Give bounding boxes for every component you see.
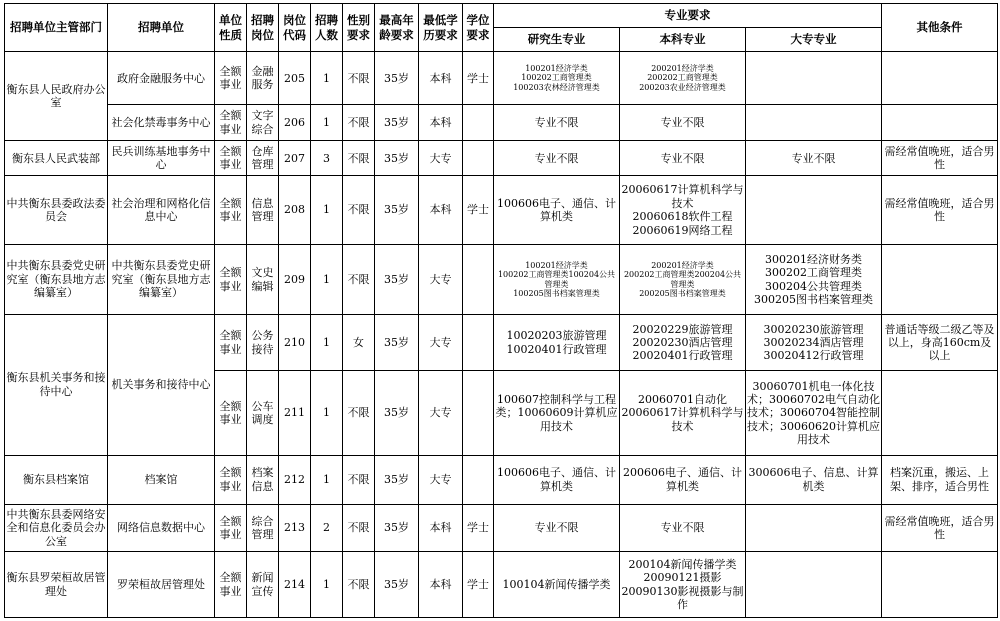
nature-cell: 全额事业 [215, 314, 247, 370]
code-cell: 212 [279, 455, 311, 504]
code-cell: 207 [279, 141, 311, 176]
other-cell: 档案沉重，搬运、上架、排序，适合男性 [882, 455, 998, 504]
degree-cell: 学士 [463, 552, 494, 618]
age-cell: 35岁 [375, 176, 419, 245]
header-gender: 性别要求 [343, 4, 375, 52]
age-cell: 35岁 [375, 504, 419, 551]
bach-major-cell: 200104新闻传播学类 20090121摄影 20090130影视摄影与制作 [620, 552, 746, 618]
other-cell [882, 552, 998, 618]
count-cell: 1 [311, 245, 343, 315]
count-cell: 1 [311, 176, 343, 245]
degree-cell [463, 314, 494, 370]
header-post: 招聘岗位 [247, 4, 279, 52]
age-cell: 35岁 [375, 105, 419, 141]
degree-cell [463, 141, 494, 176]
post-cell: 信息管理 [247, 176, 279, 245]
unit-cell: 社会化禁毒事务中心 [108, 105, 215, 141]
gender-cell: 不限 [343, 455, 375, 504]
other-cell [882, 105, 998, 141]
count-cell: 1 [311, 52, 343, 105]
grad-major-cell: 100201经济学类 100202工商管理类100204公共管理类 100205图书档案管理类 [494, 245, 620, 315]
grad-major-cell: 100606电子、通信、计算机类 [494, 176, 620, 245]
nature-cell: 全额事业 [215, 455, 247, 504]
count-cell: 1 [311, 455, 343, 504]
jc-major-cell [746, 52, 882, 105]
age-cell: 35岁 [375, 314, 419, 370]
table-row [5, 455, 998, 504]
edu-cell: 本科 [419, 504, 463, 551]
bach-major-cell: 专业不限 [620, 141, 746, 176]
post-cell: 新闻宣传 [247, 552, 279, 618]
nature-cell: 全额事业 [215, 105, 247, 141]
edu-cell: 大专 [419, 245, 463, 315]
recruitment-table [4, 3, 998, 618]
count-cell: 3 [311, 141, 343, 176]
unit-cell: 机关事务和接待中心 [108, 314, 215, 455]
age-cell: 35岁 [375, 455, 419, 504]
edu-cell: 大专 [419, 455, 463, 504]
unit-cell: 民兵训练基地事务中心 [108, 141, 215, 176]
table-row [5, 105, 998, 141]
unit-cell: 网络信息数据中心 [108, 504, 215, 551]
jc-major-cell: 专业不限 [746, 141, 882, 176]
dept-cell: 衡东县人民武装部 [5, 141, 108, 176]
grad-major-cell: 专业不限 [494, 141, 620, 176]
post-cell: 仓库管理 [247, 141, 279, 176]
degree-cell [463, 245, 494, 315]
count-cell: 1 [311, 552, 343, 618]
edu-cell: 本科 [419, 52, 463, 105]
post-cell: 综合管理 [247, 504, 279, 551]
nature-cell: 全额事业 [215, 245, 247, 315]
edu-cell: 本科 [419, 176, 463, 245]
nature-cell: 全额事业 [215, 371, 247, 455]
gender-cell: 不限 [343, 141, 375, 176]
edu-cell: 大专 [419, 371, 463, 455]
jc-major-cell: 300606电子、信息、计算机类 [746, 455, 882, 504]
jc-major-cell [746, 176, 882, 245]
gender-cell: 不限 [343, 371, 375, 455]
degree-cell [463, 455, 494, 504]
header-nature: 单位性质 [215, 4, 247, 52]
other-cell: 普通话等级二级乙等及以上，身高160cm及以上 [882, 314, 998, 370]
post-cell: 公车调度 [247, 371, 279, 455]
table-row [5, 552, 998, 618]
other-cell [882, 245, 998, 315]
grad-major-cell: 专业不限 [494, 105, 620, 141]
dept-cell: 衡东县档案馆 [5, 455, 108, 504]
code-cell: 214 [279, 552, 311, 618]
code-cell: 205 [279, 52, 311, 105]
unit-cell: 档案馆 [108, 455, 215, 504]
gender-cell: 不限 [343, 52, 375, 105]
unit-cell: 罗荣桓故居管理处 [108, 552, 215, 618]
bach-major-cell: 专业不限 [620, 105, 746, 141]
dept-cell: 中共衡东县委党史研究室（衡东县地方志编纂室） [5, 245, 108, 315]
gender-cell: 不限 [343, 176, 375, 245]
bach-major-cell: 200201经济学类 200202工商管理类 200203农业经济管理类 [620, 52, 746, 105]
post-cell: 文字综合 [247, 105, 279, 141]
degree-cell: 学士 [463, 52, 494, 105]
nature-cell: 全额事业 [215, 176, 247, 245]
unit-cell: 中共衡东县委党史研究室（衡东县地方志编纂室） [108, 245, 215, 315]
grad-major-cell: 专业不限 [494, 504, 620, 551]
degree-cell [463, 371, 494, 455]
header-edu: 最低学历要求 [419, 4, 463, 52]
jc-major-cell: 30060701机电一体化技术；30060702电气自动化技术；30060704智能控制技术；30060620计算机应用技术 [746, 371, 882, 455]
bach-major-cell: 20060617计算机科学与技术 20060618软件工程 20060619网络工程 [620, 176, 746, 245]
dept-cell: 衡东县罗荣桓故居管理处 [5, 552, 108, 618]
dept-cell: 中共衡东县委政法委员会 [5, 176, 108, 245]
post-cell: 公务接待 [247, 314, 279, 370]
jc-major-cell: 30020230旅游管理 30020234酒店管理 30020412行政管理 [746, 314, 882, 370]
grad-major-cell: 100104新闻传播学类 [494, 552, 620, 618]
age-cell: 35岁 [375, 245, 419, 315]
age-cell: 35岁 [375, 52, 419, 105]
header-other: 其他条件 [882, 4, 998, 52]
nature-cell: 全额事业 [215, 141, 247, 176]
gender-cell: 不限 [343, 552, 375, 618]
table-row [5, 314, 998, 370]
degree-cell: 学士 [463, 176, 494, 245]
count-cell: 1 [311, 371, 343, 455]
age-cell: 35岁 [375, 371, 419, 455]
code-cell: 208 [279, 176, 311, 245]
edu-cell: 本科 [419, 105, 463, 141]
table-row [5, 52, 998, 105]
table-row [5, 141, 998, 176]
jc-major-cell: 300201经济财务类 300202工商管理类 300204公共管理类 300205图书档案管理类 [746, 245, 882, 315]
bach-major-cell: 专业不限 [620, 504, 746, 551]
other-cell: 需经常值晚班，适合男性 [882, 141, 998, 176]
dept-cell: 衡东县机关事务和接待中心 [5, 314, 108, 455]
header-code: 岗位代码 [279, 4, 311, 52]
count-cell: 2 [311, 504, 343, 551]
jc-major-cell [746, 552, 882, 618]
gender-cell: 女 [343, 314, 375, 370]
bach-major-cell: 200201经济学类 200202工商管理类200204公共管理类 200205图书档案管理类 [620, 245, 746, 315]
gender-cell: 不限 [343, 105, 375, 141]
dept-cell: 中共衡东县委网络安全和信息化委员会办公室 [5, 504, 108, 551]
post-cell: 金融服务 [247, 52, 279, 105]
grad-major-cell: 100606电子、通信、计算机类 [494, 455, 620, 504]
grad-major-cell: 100607控制科学与工程类；10060609计算机应用技术 [494, 371, 620, 455]
gender-cell: 不限 [343, 504, 375, 551]
code-cell: 210 [279, 314, 311, 370]
age-cell: 35岁 [375, 552, 419, 618]
header-bach-major: 本科专业 [620, 28, 746, 52]
header-unit: 招聘单位 [108, 4, 215, 52]
edu-cell: 大专 [419, 141, 463, 176]
header-grad-major: 研究生专业 [494, 28, 620, 52]
code-cell: 213 [279, 504, 311, 551]
degree-cell: 学士 [463, 504, 494, 551]
gender-cell: 不限 [343, 245, 375, 315]
unit-cell: 社会治理和网格化信息中心 [108, 176, 215, 245]
header-major: 专业要求 [494, 4, 882, 28]
post-cell: 档案信息 [247, 455, 279, 504]
count-cell: 1 [311, 105, 343, 141]
code-cell: 209 [279, 245, 311, 315]
other-cell: 需经常值晚班，适合男性 [882, 176, 998, 245]
post-cell: 文史编辑 [247, 245, 279, 315]
jc-major-cell [746, 504, 882, 551]
edu-cell: 大专 [419, 314, 463, 370]
age-cell: 35岁 [375, 141, 419, 176]
other-cell [882, 52, 998, 105]
bach-major-cell: 20020229旅游管理 20020230酒店管理 20020401行政管理 [620, 314, 746, 370]
dept-cell: 衡东县人民政府办公室 [5, 52, 108, 141]
other-cell: 需经常值晚班，适合男性 [882, 504, 998, 551]
table-row [5, 245, 998, 315]
grad-major-cell: 10020203旅游管理 10020401行政管理 [494, 314, 620, 370]
nature-cell: 全额事业 [215, 52, 247, 105]
bach-major-cell: 20060701自动化 20060617计算机科学与技术 [620, 371, 746, 455]
table-row [5, 176, 998, 245]
header-jc-major: 大专专业 [746, 28, 882, 52]
header-count: 招聘人数 [311, 4, 343, 52]
nature-cell: 全额事业 [215, 552, 247, 618]
table-row [5, 504, 998, 551]
bach-major-cell: 200606电子、通信、计算机类 [620, 455, 746, 504]
unit-cell: 政府金融服务中心 [108, 52, 215, 105]
count-cell: 1 [311, 314, 343, 370]
other-cell [882, 371, 998, 455]
degree-cell [463, 105, 494, 141]
code-cell: 206 [279, 105, 311, 141]
nature-cell: 全额事业 [215, 504, 247, 551]
code-cell: 211 [279, 371, 311, 455]
jc-major-cell [746, 105, 882, 141]
header-dept: 招聘单位主管部门 [5, 4, 108, 52]
header-age: 最高年龄要求 [375, 4, 419, 52]
grad-major-cell: 100201经济学类 100202工商管理类 100203农林经济管理类 [494, 52, 620, 105]
edu-cell: 本科 [419, 552, 463, 618]
header-degree: 学位要求 [463, 4, 494, 52]
